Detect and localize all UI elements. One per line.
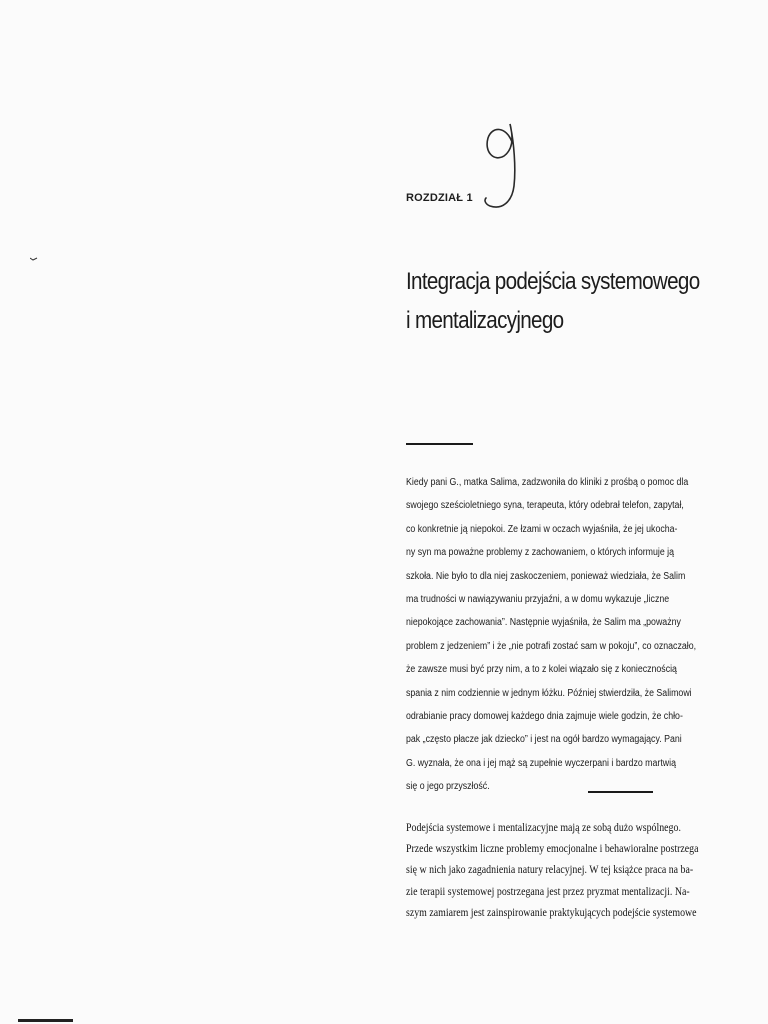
intro-line: G. wyznała, że ona i jej mąż są zupełnie wyczerpani i bardzo martwią [406, 757, 676, 769]
intro-line: pak „często płacze jak dziecko” i jest na ogół bardzo wymagający. Pani [406, 734, 682, 746]
body-line: szym zamiarem jest zainspirowanie praktykujących podejście systemowe [406, 906, 697, 919]
body-line: zie terapii systemowej postrzegana jest przez pryzmat mentalizacji. Na- [406, 885, 690, 898]
scan-speck [30, 248, 38, 252]
intro-line: szkoła. Nie było to dla niej zaskoczeniem, ponieważ wiedziała, że Salim [406, 570, 686, 582]
body-line: Przede wszystkim liczne problemy emocjonalne i behawioralne postrzega [406, 843, 699, 856]
chapter-title [406, 262, 700, 340]
intro-line: odrabianie pracy domowej każdego dnia zajmuje wiele godzin, że chło- [406, 711, 683, 723]
handwritten-chapter-number [476, 112, 526, 216]
intro-line: spania z nim codziennie w jednym łóżku. Później stwierdziła, że Salimowi [406, 687, 692, 699]
body-line: się w nich jako zagadnienia natury relacyjnej. W tej książce praca na ba- [406, 864, 694, 877]
intro-line: się o jego przyszłość. [406, 781, 490, 793]
intro-line: ny syn ma poważne problemy z zachowaniem, o których informuje ją [406, 547, 675, 559]
section-rule [588, 791, 653, 793]
intro-vignette [406, 471, 697, 799]
intro-line: niepokojące zachowania”. Następnie wyjaśniła, że Salim ma „poważny [406, 617, 681, 629]
chapter-title-line: Integracja podejścia systemowego [406, 268, 700, 295]
intro-line: co konkretnie ją niepokoi. Ze łzami w oczach wyjaśniła, że jej ukocha- [406, 523, 678, 535]
body-line: Podejścia systemowe i mentalizacyjne mają ze sobą dużo wspólnego. [406, 822, 681, 834]
intro-line: Kiedy pani G., matka Salima, zadzwoniła do kliniki z prośbą o pomoc dla [406, 477, 689, 488]
chapter-title-line: i mentalizacyjnego [406, 307, 564, 334]
chapter-label: ROZDZIAŁ 1 [406, 192, 473, 204]
intro-line: swojego sześcioletniego syna, terapeuta, który odebrał telefon, zapytał, [406, 500, 684, 512]
intro-line: że zawsze musi być przy nim, a to z kolei wiązało się z koniecznością [406, 664, 677, 676]
intro-line: problem z jedzeniem” i że „nie potrafi zostać sam w pokoju”, co oznaczało, [406, 640, 697, 652]
intro-line: ma trudności w nawiązywaniu przyjaźni, a w domu wykazuje „liczne [406, 594, 670, 606]
body-paragraph [406, 818, 699, 924]
title-rule [406, 443, 473, 445]
scan-edge-mark [18, 1019, 73, 1022]
